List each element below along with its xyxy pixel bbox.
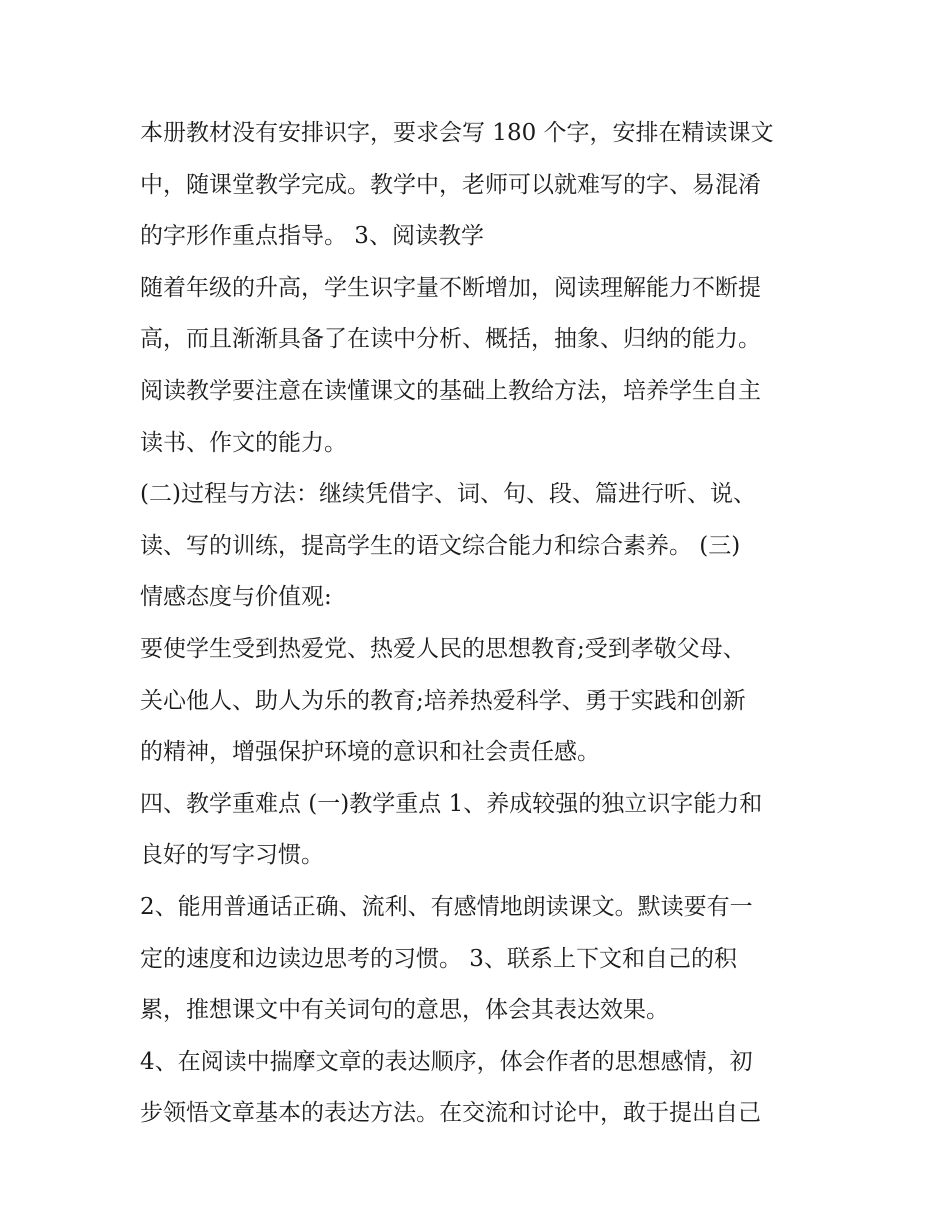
text-line: 累，推想课文中有关词句的意思，体会其表达效果。 <box>140 997 669 1024</box>
text-line: 关心他人、助人为乐的教育;培养热爱科学、勇于实践和创新 <box>140 687 746 714</box>
text-line: 高，而且渐渐具备了在读中分析、概括，抽象、归纳的能力。 <box>140 326 761 353</box>
text-line: 阅读教学要注意在读懂课文的基础上教给方法，培养学生自主 <box>140 377 761 404</box>
text-line: (二)过程与方法：继续凭借字、词、句、段、篇进行听、说、 <box>140 481 756 508</box>
text-line: 要使学生受到热爱党、热爱人民的思想教育;受到孝敬父母、 <box>140 635 746 662</box>
text-line: 定的速度和边读边思考的习惯。 3、联系上下文和自己的积 <box>140 945 737 972</box>
text-line: 4、在阅读中揣摩文章的表达顺序，体会作者的思想感情，初 <box>140 1048 753 1075</box>
text-line: 四、教学重难点 (一)教学重点 1、养成较强的独立识字能力和 <box>140 790 763 817</box>
text-line: 2、能用普通话正确、流利、有感情地朗读课文。默读要有一 <box>140 893 753 920</box>
text-line: 情感态度与价值观: <box>140 584 332 611</box>
text-line: 良好的写字习惯。 <box>140 842 324 869</box>
text-line: 随着年级的升高，学生识字量不断增加，阅读理解能力不断提 <box>140 274 761 301</box>
text-line: 本册教材没有安排识字，要求会写 180 个字，安排在精读课文 <box>140 120 774 146</box>
text-line: 的字形作重点指导。 3、阅读教学 <box>140 223 484 250</box>
text-line: 读、写的训练，提高学生的语文综合能力和综合素养。 (三) <box>140 532 741 559</box>
text-line: 中，随课堂教学完成。教学中，老师可以就难写的字、易混淆 <box>140 171 761 198</box>
body-text <box>140 108 820 1140</box>
text-line: 的精神，增强保护环境的意识和社会责任感。 <box>140 739 600 766</box>
text-line: 读书、作文的能力。 <box>140 429 347 456</box>
text-line: 步领悟文章基本的表达方法。在交流和讨论中，敢于提出自己 <box>140 1100 761 1127</box>
